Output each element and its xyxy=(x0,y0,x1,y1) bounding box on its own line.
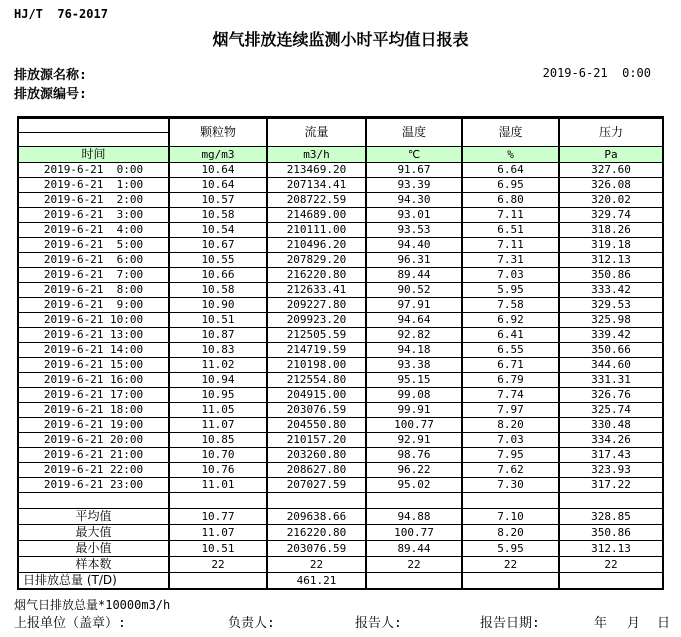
table-row xyxy=(18,463,663,478)
value-cell: 94.64 xyxy=(366,313,462,328)
value-cell: 333.42 xyxy=(559,283,663,298)
value-cell: 209227.80 xyxy=(267,298,366,313)
summary-value-cell: 10.77 xyxy=(169,509,267,525)
summary-value-cell: 216220.80 xyxy=(267,525,366,541)
summary-row xyxy=(18,541,663,557)
value-cell: 329.74 xyxy=(559,208,663,223)
table-row xyxy=(18,448,663,463)
value-cell: 7.58 xyxy=(462,298,559,313)
empty-cell xyxy=(169,493,267,509)
value-cell: 10.51 xyxy=(169,313,267,328)
time-cell: 2019-6-21 21:00 xyxy=(18,448,169,463)
day-label: 日 xyxy=(657,616,671,631)
summary-value-cell: 209638.66 xyxy=(267,509,366,525)
value-cell: 350.66 xyxy=(559,343,663,358)
time-cell: 2019-6-21 20:00 xyxy=(18,433,169,448)
table-row xyxy=(18,373,663,388)
summary-value-cell: 11.07 xyxy=(169,525,267,541)
value-cell: 350.86 xyxy=(559,268,663,283)
value-cell: 94.40 xyxy=(366,238,462,253)
value-cell: 7.74 xyxy=(462,388,559,403)
value-cell: 7.11 xyxy=(462,238,559,253)
value-cell: 10.57 xyxy=(169,193,267,208)
value-cell: 320.02 xyxy=(559,193,663,208)
value-cell: 99.91 xyxy=(366,403,462,418)
column-header-humidity: 湿度 xyxy=(462,118,559,147)
value-cell: 326.76 xyxy=(559,388,663,403)
summary-label: 最大值 xyxy=(18,525,169,541)
value-cell: 10.95 xyxy=(169,388,267,403)
summary-value-cell xyxy=(366,573,462,590)
time-cell: 2019-6-21 13:00 xyxy=(18,328,169,343)
header-blank-cell xyxy=(18,118,169,133)
value-cell: 203076.59 xyxy=(267,403,366,418)
summary-value-cell: 328.85 xyxy=(559,509,663,525)
summary-value-cell: 10.51 xyxy=(169,541,267,557)
spacer-row xyxy=(18,493,663,509)
summary-value-cell: 461.21 xyxy=(267,573,366,590)
value-cell: 6.71 xyxy=(462,358,559,373)
value-cell: 210496.20 xyxy=(267,238,366,253)
value-cell: 210157.20 xyxy=(267,433,366,448)
time-cell: 2019-6-21 4:00 xyxy=(18,223,169,238)
value-cell: 6.95 xyxy=(462,178,559,193)
responsible-person-label: 负责人: xyxy=(228,616,275,631)
value-cell: 331.31 xyxy=(559,373,663,388)
value-cell: 344.60 xyxy=(559,358,663,373)
summary-label: 最小值 xyxy=(18,541,169,557)
unit-humidity: % xyxy=(462,147,559,163)
summary-row xyxy=(18,573,663,590)
empty-cell xyxy=(366,493,462,509)
report-unit-label: 上报单位（盖章）: xyxy=(14,616,126,631)
value-cell: 325.74 xyxy=(559,403,663,418)
unit-temperature: ℃ xyxy=(366,147,462,163)
summary-value-cell: 7.10 xyxy=(462,509,559,525)
value-cell: 7.30 xyxy=(462,478,559,493)
value-cell: 10.67 xyxy=(169,238,267,253)
table-row xyxy=(18,208,663,223)
unit-row xyxy=(18,147,663,163)
value-cell: 207829.20 xyxy=(267,253,366,268)
empty-cell xyxy=(267,493,366,509)
summary-value-cell: 22 xyxy=(366,557,462,573)
value-cell: 216220.80 xyxy=(267,268,366,283)
empty-cell xyxy=(18,493,169,509)
summary-value-cell: 22 xyxy=(267,557,366,573)
value-cell: 318.26 xyxy=(559,223,663,238)
summary-value-cell xyxy=(559,573,663,590)
time-cell: 2019-6-21 14:00 xyxy=(18,343,169,358)
value-cell: 95.15 xyxy=(366,373,462,388)
value-cell: 212554.80 xyxy=(267,373,366,388)
value-cell: 6.92 xyxy=(462,313,559,328)
value-cell: 10.58 xyxy=(169,208,267,223)
time-cell: 2019-6-21 15:00 xyxy=(18,358,169,373)
empty-cell xyxy=(462,493,559,509)
time-cell: 2019-6-21 0:00 xyxy=(18,163,169,178)
value-cell: 93.53 xyxy=(366,223,462,238)
summary-value-cell xyxy=(462,573,559,590)
value-cell: 10.94 xyxy=(169,373,267,388)
value-cell: 323.93 xyxy=(559,463,663,478)
footer-note: 烟气日排放总量*10000m3/h xyxy=(14,598,171,612)
summary-value-cell: 89.44 xyxy=(366,541,462,557)
value-cell: 5.95 xyxy=(462,283,559,298)
unit-pressure: Pa xyxy=(559,147,663,163)
value-cell: 6.51 xyxy=(462,223,559,238)
column-header-pressure: 压力 xyxy=(559,118,663,147)
time-cell: 2019-6-21 3:00 xyxy=(18,208,169,223)
value-cell: 92.91 xyxy=(366,433,462,448)
standard-number: HJ/T 76-2017 xyxy=(14,7,108,21)
value-cell: 97.91 xyxy=(366,298,462,313)
value-cell: 10.66 xyxy=(169,268,267,283)
time-cell: 2019-6-21 19:00 xyxy=(18,418,169,433)
table-row xyxy=(18,478,663,493)
summary-value-cell: 94.88 xyxy=(366,509,462,525)
value-cell: 213469.20 xyxy=(267,163,366,178)
value-cell: 203260.80 xyxy=(267,448,366,463)
table-row xyxy=(18,328,663,343)
report-datetime: 2019-6-21 0:00 xyxy=(542,66,651,80)
table-row xyxy=(18,388,663,403)
summary-value-cell: 203076.59 xyxy=(267,541,366,557)
value-cell: 207134.41 xyxy=(267,178,366,193)
value-cell: 317.43 xyxy=(559,448,663,463)
value-cell: 204915.00 xyxy=(267,388,366,403)
value-cell: 6.80 xyxy=(462,193,559,208)
summary-label: 日排放总量 (T/D) xyxy=(18,573,169,590)
table-row xyxy=(18,223,663,238)
value-cell: 10.87 xyxy=(169,328,267,343)
value-cell: 329.53 xyxy=(559,298,663,313)
empty-cell xyxy=(559,493,663,509)
table-row xyxy=(18,253,663,268)
value-cell: 312.13 xyxy=(559,253,663,268)
unit-flow: m3/h xyxy=(267,147,366,163)
source-name-label: 排放源名称: xyxy=(14,68,87,83)
value-cell: 339.42 xyxy=(559,328,663,343)
value-cell: 10.64 xyxy=(169,163,267,178)
value-cell: 94.30 xyxy=(366,193,462,208)
summary-value-cell: 100.77 xyxy=(366,525,462,541)
summary-row xyxy=(18,525,663,541)
table-row xyxy=(18,193,663,208)
value-cell: 8.20 xyxy=(462,418,559,433)
reporter-label: 报告人: xyxy=(355,616,402,631)
value-cell: 6.79 xyxy=(462,373,559,388)
value-cell: 11.05 xyxy=(169,403,267,418)
time-cell: 2019-6-21 18:00 xyxy=(18,403,169,418)
summary-value-cell: 8.20 xyxy=(462,525,559,541)
value-cell: 10.54 xyxy=(169,223,267,238)
value-cell: 7.97 xyxy=(462,403,559,418)
value-cell: 212633.41 xyxy=(267,283,366,298)
value-cell: 212505.59 xyxy=(267,328,366,343)
value-cell: 93.01 xyxy=(366,208,462,223)
value-cell: 10.76 xyxy=(169,463,267,478)
value-cell: 91.67 xyxy=(366,163,462,178)
value-cell: 7.62 xyxy=(462,463,559,478)
table-row xyxy=(18,358,663,373)
value-cell: 11.07 xyxy=(169,418,267,433)
unit-pm: mg/m3 xyxy=(169,147,267,163)
time-cell: 2019-6-21 1:00 xyxy=(18,178,169,193)
value-cell: 10.83 xyxy=(169,343,267,358)
time-cell: 2019-6-21 8:00 xyxy=(18,283,169,298)
value-cell: 327.60 xyxy=(559,163,663,178)
summary-value-cell: 350.86 xyxy=(559,525,663,541)
summary-value-cell: 22 xyxy=(559,557,663,573)
value-cell: 7.03 xyxy=(462,268,559,283)
value-cell: 325.98 xyxy=(559,313,663,328)
value-cell: 96.22 xyxy=(366,463,462,478)
table-row xyxy=(18,238,663,253)
summary-value-cell: 22 xyxy=(462,557,559,573)
time-header: 时间 xyxy=(18,147,169,163)
value-cell: 11.02 xyxy=(169,358,267,373)
hourly-average-table xyxy=(17,116,664,590)
value-cell: 208722.59 xyxy=(267,193,366,208)
header-row-names xyxy=(18,118,663,133)
month-label: 月 xyxy=(627,616,641,631)
value-cell: 330.48 xyxy=(559,418,663,433)
page-title: 烟气排放连续监测小时平均值日报表 xyxy=(212,30,469,49)
value-cell: 7.11 xyxy=(462,208,559,223)
value-cell: 334.26 xyxy=(559,433,663,448)
value-cell: 100.77 xyxy=(366,418,462,433)
value-cell: 326.08 xyxy=(559,178,663,193)
value-cell: 209923.20 xyxy=(267,313,366,328)
value-cell: 317.22 xyxy=(559,478,663,493)
value-cell: 7.95 xyxy=(462,448,559,463)
value-cell: 6.41 xyxy=(462,328,559,343)
value-cell: 10.55 xyxy=(169,253,267,268)
value-cell: 7.03 xyxy=(462,433,559,448)
time-cell: 2019-6-21 2:00 xyxy=(18,193,169,208)
time-cell: 2019-6-21 10:00 xyxy=(18,313,169,328)
summary-row xyxy=(18,509,663,525)
report-date-label: 报告日期: xyxy=(480,616,540,631)
time-cell: 2019-6-21 6:00 xyxy=(18,253,169,268)
value-cell: 99.08 xyxy=(366,388,462,403)
value-cell: 93.38 xyxy=(366,358,462,373)
time-cell: 2019-6-21 22:00 xyxy=(18,463,169,478)
header-blank-cell xyxy=(18,133,169,147)
value-cell: 10.64 xyxy=(169,178,267,193)
time-cell: 2019-6-21 17:00 xyxy=(18,388,169,403)
summary-value-cell xyxy=(169,573,267,590)
value-cell: 94.18 xyxy=(366,343,462,358)
column-header-temperature: 温度 xyxy=(366,118,462,147)
table-row xyxy=(18,283,663,298)
table-row xyxy=(18,298,663,313)
value-cell: 10.85 xyxy=(169,433,267,448)
value-cell: 95.02 xyxy=(366,478,462,493)
summary-value-cell: 22 xyxy=(169,557,267,573)
value-cell: 89.44 xyxy=(366,268,462,283)
value-cell: 11.01 xyxy=(169,478,267,493)
value-cell: 6.55 xyxy=(462,343,559,358)
year-label: 年 xyxy=(594,616,608,631)
source-id-label: 排放源编号: xyxy=(14,87,87,102)
column-header-pm: 颗粒物 xyxy=(169,118,267,147)
summary-value-cell: 312.13 xyxy=(559,541,663,557)
table-row xyxy=(18,178,663,193)
value-cell: 7.31 xyxy=(462,253,559,268)
value-cell: 210111.00 xyxy=(267,223,366,238)
table-row xyxy=(18,403,663,418)
time-cell: 2019-6-21 7:00 xyxy=(18,268,169,283)
value-cell: 10.70 xyxy=(169,448,267,463)
value-cell: 93.39 xyxy=(366,178,462,193)
value-cell: 210198.00 xyxy=(267,358,366,373)
time-cell: 2019-6-21 9:00 xyxy=(18,298,169,313)
time-cell: 2019-6-21 16:00 xyxy=(18,373,169,388)
table-row xyxy=(18,313,663,328)
summary-label: 平均值 xyxy=(18,509,169,525)
value-cell: 98.76 xyxy=(366,448,462,463)
table-row xyxy=(18,163,663,178)
table-row xyxy=(18,433,663,448)
table-row xyxy=(18,343,663,358)
table-row xyxy=(18,268,663,283)
summary-value-cell: 5.95 xyxy=(462,541,559,557)
value-cell: 90.52 xyxy=(366,283,462,298)
value-cell: 96.31 xyxy=(366,253,462,268)
summary-row xyxy=(18,557,663,573)
time-cell: 2019-6-21 5:00 xyxy=(18,238,169,253)
summary-label: 样本数 xyxy=(18,557,169,573)
value-cell: 207027.59 xyxy=(267,478,366,493)
value-cell: 10.58 xyxy=(169,283,267,298)
value-cell: 10.90 xyxy=(169,298,267,313)
value-cell: 204550.80 xyxy=(267,418,366,433)
value-cell: 208627.80 xyxy=(267,463,366,478)
value-cell: 6.64 xyxy=(462,163,559,178)
value-cell: 214719.59 xyxy=(267,343,366,358)
table-row xyxy=(18,418,663,433)
column-header-flow: 流量 xyxy=(267,118,366,147)
value-cell: 92.82 xyxy=(366,328,462,343)
value-cell: 319.18 xyxy=(559,238,663,253)
value-cell: 214689.00 xyxy=(267,208,366,223)
time-cell: 2019-6-21 23:00 xyxy=(18,478,169,493)
